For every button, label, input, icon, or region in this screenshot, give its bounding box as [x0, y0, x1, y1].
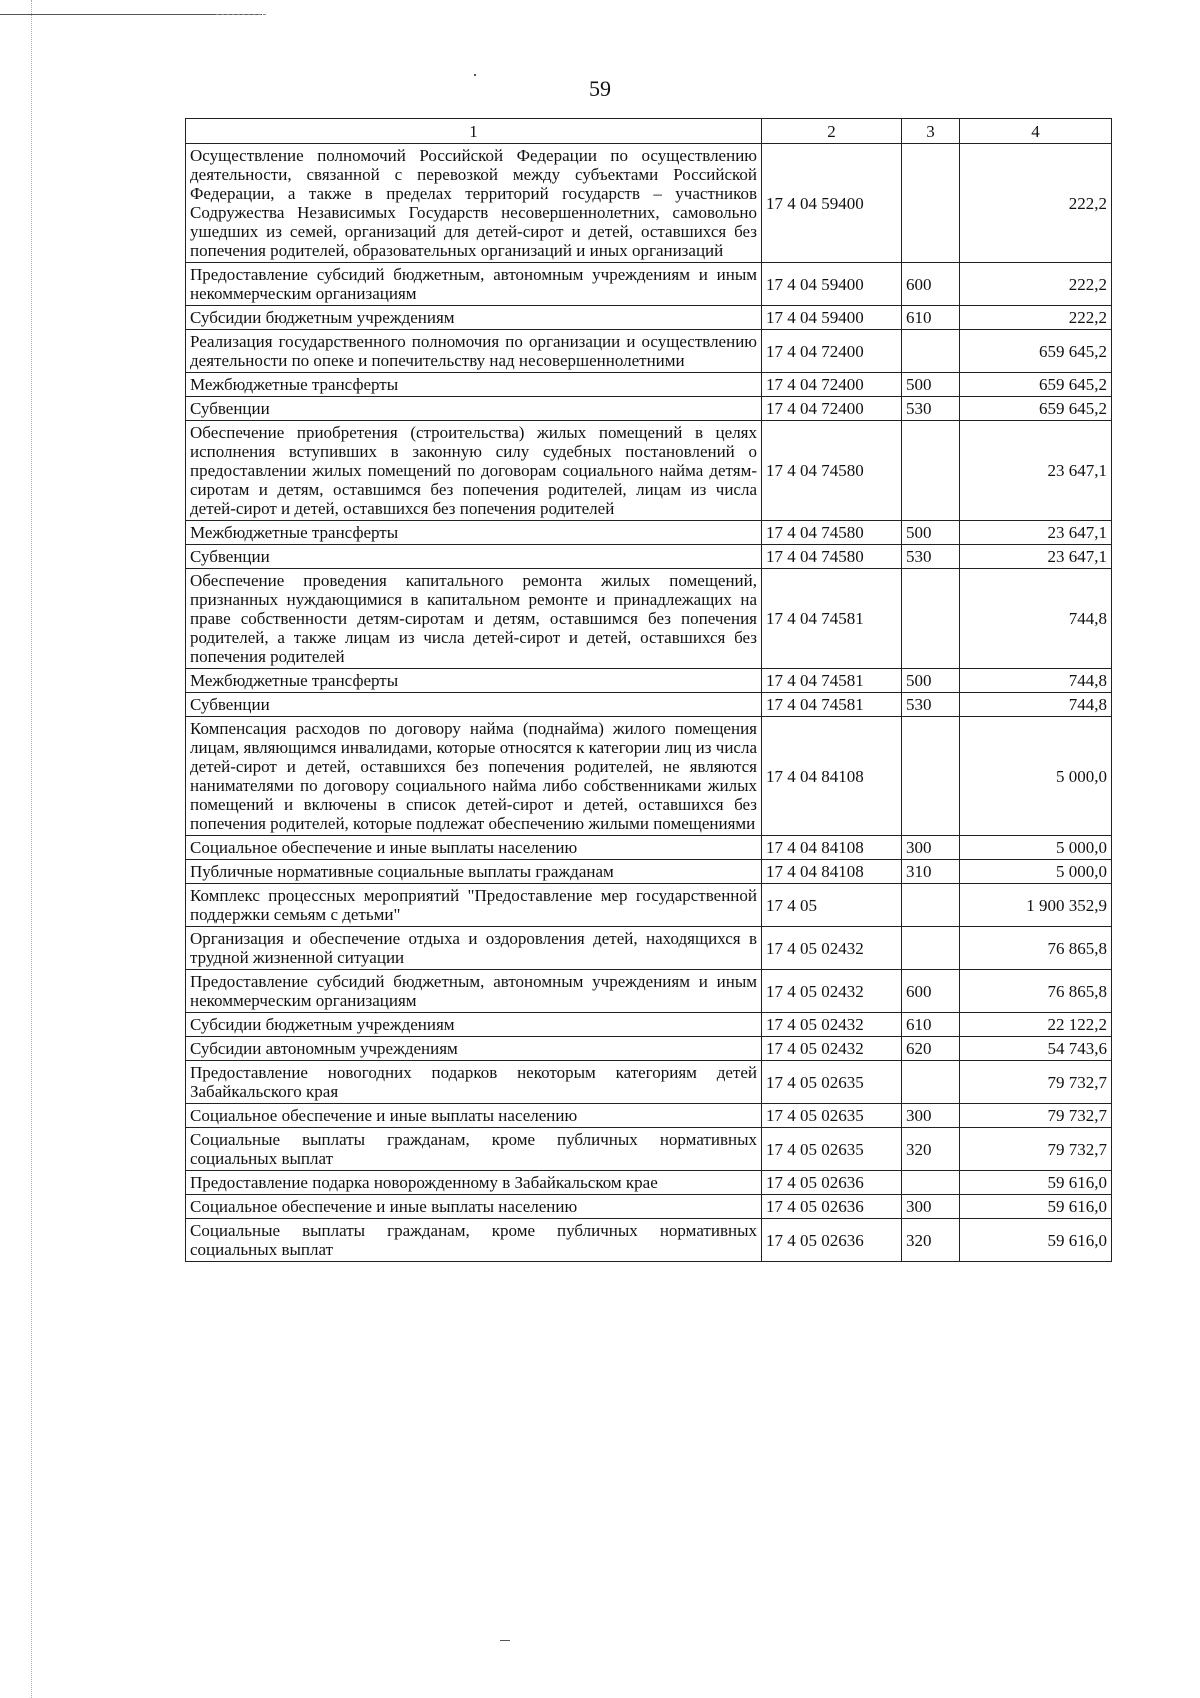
row-name-cell: Субвенции — [186, 545, 762, 569]
row-code-cell: 17 4 04 72400 — [762, 397, 902, 421]
row-code-cell: 17 4 04 72400 — [762, 373, 902, 397]
row-code-cell: 17 4 04 84108 — [762, 836, 902, 860]
row-type-cell: 600 — [902, 263, 960, 306]
row-code-cell: 17 4 04 59400 — [762, 144, 902, 263]
row-code-cell: 17 4 04 74581 — [762, 569, 902, 669]
row-code-cell: 17 4 05 02636 — [762, 1171, 902, 1195]
row-amount-cell: 1 900 352,9 — [960, 884, 1112, 927]
row-type-cell — [902, 144, 960, 263]
row-type-cell: 300 — [902, 836, 960, 860]
row-amount-cell: 76 865,8 — [960, 927, 1112, 970]
row-code-cell: 17 4 04 74581 — [762, 693, 902, 717]
table-row — [186, 1171, 1112, 1195]
row-type-cell: 500 — [902, 521, 960, 545]
scan-artifact-line — [216, 14, 266, 15]
row-name-cell: Межбюджетные трансферты — [186, 669, 762, 693]
row-name-cell: Субсидии бюджетным учреждениям — [186, 1013, 762, 1037]
row-type-cell — [902, 717, 960, 836]
table-header-row — [186, 119, 1112, 144]
table-row — [186, 927, 1112, 970]
row-code-cell: 17 4 04 84108 — [762, 717, 902, 836]
row-name-cell: Предоставление субсидий бюджетным, автономным учреждениям и иным некоммерческим организациям — [186, 970, 762, 1013]
row-amount-cell: 5 000,0 — [960, 860, 1112, 884]
column-header: 4 — [960, 119, 1112, 144]
row-code-cell: 17 4 05 02635 — [762, 1104, 902, 1128]
row-code-cell: 17 4 05 02432 — [762, 927, 902, 970]
row-name-cell: Субсидии бюджетным учреждениям — [186, 306, 762, 330]
row-type-cell — [902, 330, 960, 373]
row-amount-cell: 222,2 — [960, 144, 1112, 263]
row-amount-cell: 59 616,0 — [960, 1171, 1112, 1195]
row-type-cell — [902, 421, 960, 521]
row-name-cell: Предоставление субсидий бюджетным, автономным учреждениям и иным некоммерческим организациям — [186, 263, 762, 306]
table-row — [186, 421, 1112, 521]
row-name-cell: Организация и обеспечение отдыха и оздоровления детей, находящихся в трудной жизненной ситуации — [186, 927, 762, 970]
row-amount-cell: 59 616,0 — [960, 1219, 1112, 1262]
table-row — [186, 1195, 1112, 1219]
row-name-cell: Социальные выплаты гражданам, кроме публичных нормативных социальных выплат — [186, 1128, 762, 1171]
row-name-cell: Субвенции — [186, 397, 762, 421]
row-type-cell: 320 — [902, 1219, 960, 1262]
row-name-cell: Социальное обеспечение и иные выплаты населению — [186, 836, 762, 860]
row-code-cell: 17 4 04 74581 — [762, 669, 902, 693]
column-header: 3 — [902, 119, 960, 144]
row-amount-cell: 222,2 — [960, 306, 1112, 330]
budget-table — [185, 118, 1112, 1262]
column-header: 1 — [186, 119, 762, 144]
row-code-cell: 17 4 04 72400 — [762, 330, 902, 373]
row-amount-cell: 744,8 — [960, 569, 1112, 669]
row-name-cell: Социальные выплаты гражданам, кроме публичных нормативных социальных выплат — [186, 1219, 762, 1262]
row-type-cell: 610 — [902, 1013, 960, 1037]
row-code-cell: 17 4 05 02432 — [762, 970, 902, 1013]
row-type-cell: 610 — [902, 306, 960, 330]
row-type-cell — [902, 884, 960, 927]
row-type-cell: 300 — [902, 1195, 960, 1219]
row-amount-cell: 79 732,7 — [960, 1061, 1112, 1104]
row-amount-cell: 744,8 — [960, 693, 1112, 717]
table-row — [186, 306, 1112, 330]
row-code-cell: 17 4 04 74580 — [762, 545, 902, 569]
table-row — [186, 1013, 1112, 1037]
table-row — [186, 1128, 1112, 1171]
row-amount-cell: 222,2 — [960, 263, 1112, 306]
row-amount-cell: 76 865,8 — [960, 970, 1112, 1013]
table-row — [186, 330, 1112, 373]
row-amount-cell: 744,8 — [960, 669, 1112, 693]
row-type-cell: 310 — [902, 860, 960, 884]
table-row — [186, 717, 1112, 836]
page-number: 59 — [589, 76, 611, 101]
row-type-cell: 300 — [902, 1104, 960, 1128]
row-type-cell: 500 — [902, 669, 960, 693]
table-row — [186, 1104, 1112, 1128]
row-type-cell: 500 — [902, 373, 960, 397]
row-type-cell — [902, 1061, 960, 1104]
row-type-cell: 600 — [902, 970, 960, 1013]
row-code-cell: 17 4 05 02636 — [762, 1219, 902, 1262]
row-amount-cell: 79 732,7 — [960, 1128, 1112, 1171]
row-amount-cell: 659 645,2 — [960, 373, 1112, 397]
row-type-cell: 530 — [902, 693, 960, 717]
row-amount-cell: 659 645,2 — [960, 330, 1112, 373]
table-row — [186, 1037, 1112, 1061]
scan-speck — [500, 1640, 510, 1641]
table-row — [186, 1219, 1112, 1262]
row-amount-cell: 23 647,1 — [960, 545, 1112, 569]
row-code-cell: 17 4 05 — [762, 884, 902, 927]
row-amount-cell: 59 616,0 — [960, 1195, 1112, 1219]
row-name-cell: Субвенции — [186, 693, 762, 717]
table-row — [186, 970, 1112, 1013]
column-header: 2 — [762, 119, 902, 144]
row-name-cell: Предоставление новогодних подарков некоторым категориям детей Забайкальского края — [186, 1061, 762, 1104]
table-row — [186, 144, 1112, 263]
row-code-cell: 17 4 04 84108 — [762, 860, 902, 884]
table-body — [186, 144, 1112, 1262]
row-type-cell — [902, 569, 960, 669]
table-row — [186, 545, 1112, 569]
row-name-cell: Компенсация расходов по договору найма (поднайма) жилого помещения лицам, являющимся инвалидами, которые относятся к категории лиц из числа детей-сирот и детей, оставшихся без попечения родителей, не являются нанимателями по договору социального найма либо собственниками жилых помещений и включены в список детей-сирот и детей, оставшихся без попечения родителей, которые подлежат обеспечению жилыми помещениями — [186, 717, 762, 836]
row-code-cell: 17 4 05 02636 — [762, 1195, 902, 1219]
row-type-cell: 530 — [902, 397, 960, 421]
table-row — [186, 373, 1112, 397]
row-type-cell: 320 — [902, 1128, 960, 1171]
row-type-cell: 620 — [902, 1037, 960, 1061]
row-amount-cell: 23 647,1 — [960, 521, 1112, 545]
row-name-cell: Межбюджетные трансферты — [186, 373, 762, 397]
row-code-cell: 17 4 05 02432 — [762, 1037, 902, 1061]
row-name-cell: Обеспечение приобретения (строительства) жилых помещений в целях исполнения вступивших в законную силу судебных постановлений о предоставлении жилых помещений по договорам социального найма детям-сиротам и детям, оставшимся без попечения родителей, лицам из числа детей-сирот и детей, оставшихся без попечения родителей — [186, 421, 762, 521]
row-amount-cell: 22 122,2 — [960, 1013, 1112, 1037]
row-name-cell: Субсидии автономным учреждениям — [186, 1037, 762, 1061]
row-name-cell: Социальное обеспечение и иные выплаты населению — [186, 1195, 762, 1219]
row-amount-cell: 54 743,6 — [960, 1037, 1112, 1061]
table-row — [186, 669, 1112, 693]
table-row — [186, 836, 1112, 860]
row-name-cell: Предоставление подарка новорожденному в Забайкальском крае — [186, 1171, 762, 1195]
table-row — [186, 521, 1112, 545]
row-name-cell: Обеспечение проведения капитального ремонта жилых помещений, признанных нуждающимися в капитальном ремонте и принадлежащих на праве собственности детям-сиротам и детям, оставшимся без попечения родителей, а также лицам из числа детей-сирот и детей, оставшихся без попечения родителей — [186, 569, 762, 669]
row-name-cell: Социальное обеспечение и иные выплаты населению — [186, 1104, 762, 1128]
row-amount-cell: 23 647,1 — [960, 421, 1112, 521]
row-code-cell: 17 4 04 59400 — [762, 263, 902, 306]
row-name-cell: Осуществление полномочий Российской Федерации по осуществлению деятельности, связанной с перевозкой между субъектами Российской Федерации, а также в пределах территорий государств – участников Содружества Независимых Государств несовершеннолетних, самовольно ушедших из семей, организаций для детей-сирот и детей, оставшихся без попечения родителей, образовательных организаций и иных организаций — [186, 144, 762, 263]
table-row — [186, 860, 1112, 884]
row-name-cell: Публичные нормативные социальные выплаты гражданам — [186, 860, 762, 884]
row-amount-cell: 5 000,0 — [960, 836, 1112, 860]
table-row — [186, 884, 1112, 927]
table-row — [186, 693, 1112, 717]
row-code-cell: 17 4 04 74580 — [762, 521, 902, 545]
row-code-cell: 17 4 05 02432 — [762, 1013, 902, 1037]
row-amount-cell: 659 645,2 — [960, 397, 1112, 421]
row-amount-cell: 5 000,0 — [960, 717, 1112, 836]
row-name-cell: Реализация государственного полномочия по организации и осуществлению деятельности по опеке и попечительству над несовершеннолетними — [186, 330, 762, 373]
table-row — [186, 397, 1112, 421]
table-row — [186, 263, 1112, 306]
row-amount-cell: 79 732,7 — [960, 1104, 1112, 1128]
scan-margin-line — [31, 0, 32, 1698]
table-row — [186, 569, 1112, 669]
row-type-cell — [902, 927, 960, 970]
row-code-cell: 17 4 05 02635 — [762, 1128, 902, 1171]
row-type-cell — [902, 1171, 960, 1195]
row-name-cell: Межбюджетные трансферты — [186, 521, 762, 545]
row-code-cell: 17 4 05 02635 — [762, 1061, 902, 1104]
row-name-cell: Комплекс процессных мероприятий "Предоставление мер государственной поддержки семьям с детьми" — [186, 884, 762, 927]
table-row — [186, 1061, 1112, 1104]
row-code-cell: 17 4 04 74580 — [762, 421, 902, 521]
row-type-cell: 530 — [902, 545, 960, 569]
row-code-cell: 17 4 04 59400 — [762, 306, 902, 330]
